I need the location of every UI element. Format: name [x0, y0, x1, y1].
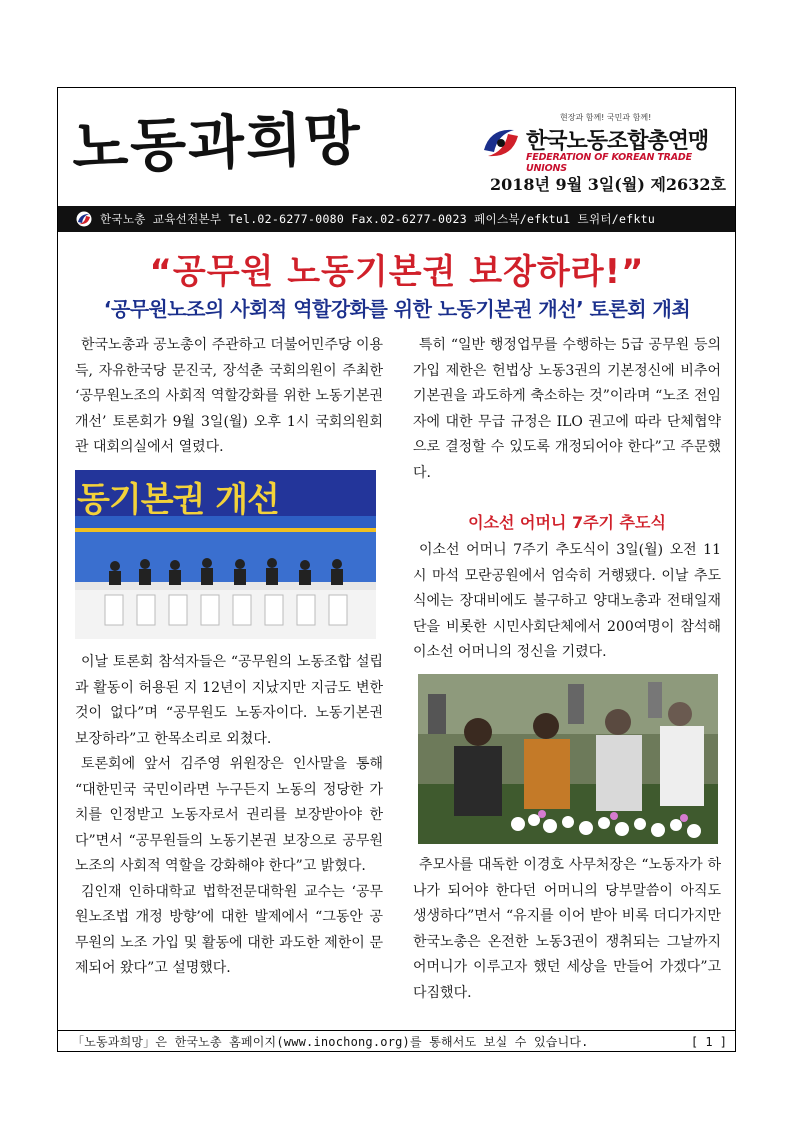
masthead	[72, 102, 422, 194]
left-article-intro	[75, 333, 383, 461]
federation-emblem-icon	[480, 122, 522, 164]
headline: “공무원 노동기본권 보장하라!”	[149, 252, 645, 292]
memorial-article-end	[413, 853, 721, 1006]
memorial-photo	[418, 674, 718, 844]
footer	[58, 1030, 735, 1053]
subheadline: ‘공무원노조의 사회적 역할강화를 위한 노동기본권 개선’ 토론회 개최	[103, 297, 691, 321]
federation-mini-emblem-icon	[76, 211, 92, 227]
contact-info: 한국노총 교육선전본부 Tel.02-6277-0080 Fax.02-6277-0023 페이스북/efktu1 트위터/efktu	[100, 212, 656, 226]
paragraph: 한국노총과 공노총이 주관하고 더불어민주당 이용득, 자유한국당 문진국, 장석춘 국회의원이 주최한 ‘공무원노조의 사회적 역할강화를 위한 노동기본권 개선’ 토론회가 9월 3일(월) 오후 1시 국회의원회관 대회의실에서 열렸다.	[75, 337, 383, 455]
issue-date: 2018년 9월 3일(월) 제2632호	[490, 175, 726, 194]
contact-bar	[58, 206, 735, 232]
federation-name-korean: 한국노동조합총연맹	[526, 129, 709, 154]
forum-photo	[75, 470, 376, 639]
paragraph: 토론회에 앞서 김주영 위원장은 인사말을 통해 “대한민국 국민이라면 누구든지 노동의 정당한 가치를 인정받고 노동자로서 권리를 보장받아야 한다”면서 “공무원들의 노동기본권 보장으로 공무원노조의 사회적 역할을 강화해야 한다”고 밝혔다.	[75, 756, 383, 874]
forum-banner-text: 동기본권 개선	[77, 480, 279, 520]
paragraph: 특히 “일반 행정업무를 수행하는 5급 공무원 등의 가입 제한은 헌법상 노동3권의 기본정신에 비추어 기본권을 과도하게 축소하는 것”이라며 “노조 전임자에 대한 무급 규정은 ILO 권고에 따라 단체협약으로 결정할 수 있도록 개정되어야 한다”고 주문했다.	[413, 337, 721, 481]
paragraph: 이날 토론회 참석자들은 “공무원의 노동조합 설립과 활동이 허용된 지 12년이 지났지만 지금도 변한 것이 없다”며 “공무원도 노동자이다. 노동기본권 보장하라”고 한목소리로 외쳤다.	[75, 654, 383, 747]
memorial-article	[413, 538, 721, 666]
right-article-continued	[413, 333, 721, 486]
federation-logo	[480, 112, 725, 174]
left-article-body	[75, 650, 383, 982]
memorial-photo-image	[418, 674, 718, 844]
section-title: 이소선 어머니 7주기 추도식	[468, 513, 666, 532]
page-number: [ 1 ]	[690, 1035, 727, 1049]
newsletter-title: 노동과희망	[70, 103, 364, 182]
federation-slogan: 현장과 함께! 국민과 함께!	[560, 113, 652, 122]
federation-name-english: FEDERATION OF KOREAN TRADE UNIONS	[526, 152, 692, 174]
paragraph: 이소선 어머니 7주기 추도식이 3일(월) 오전 11시 마석 모란공원에서 엄숙히 거행됐다. 이날 추도식에는 장대비에도 불구하고 양대노총과 전태일재단을 비롯한 시민사회단체에서 200여명이 참석해 이소선 어머니의 정신을 기렸다.	[413, 542, 721, 660]
paragraph: 김인재 인하대학교 법학전문대학원 교수는 ‘공무원노조법 개정 방향’에 대한 발제에서 “그동안 공무원의 노조 가입 및 활동에 대한 과도한 제한이 문제되어 왔다”고 설명했다.	[75, 883, 383, 976]
footer-text: 「노동과희망」은 한국노총 홈페이지(www.inochong.org)를 통해서도 보실 수 있습니다.	[72, 1035, 589, 1049]
paragraph: 추모사를 대독한 이경호 사무처장은 “노동자가 하나가 되어야 한다던 어머니의 당부말씀이 아직도 생생하다”면서 “유지를 이어 받아 비록 더디가지만 한국노총은 온전한 노동3권이 쟁취되는 그날까지 어머니가 이루고자 했던 세상을 만들어 가겠다”고 다짐했다.	[413, 857, 721, 1001]
